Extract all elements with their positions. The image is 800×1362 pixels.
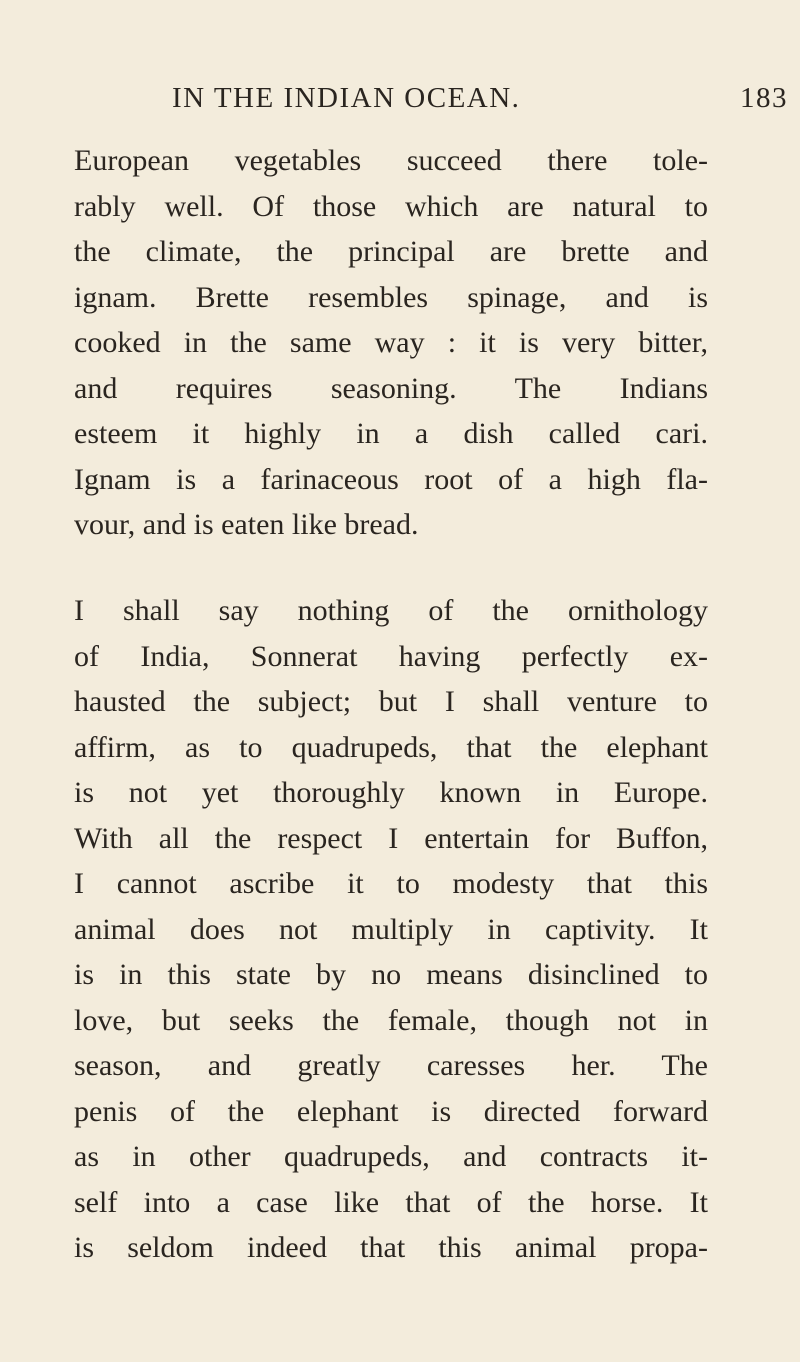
text-line: as in other quadrupeds, and contracts it-: [74, 1140, 708, 1173]
text-line: ignam. Brette resembles spinage, and is: [74, 280, 708, 314]
text-line: is seldom indeed that this animal propa-: [74, 1231, 708, 1264]
text-line: self into a case like that of the horse. It: [74, 1185, 708, 1219]
text-line: hausted the subject; but I shall venture to: [74, 685, 708, 718]
text-line: is in this state by no means disinclined to: [74, 958, 708, 991]
page-number: 183: [740, 82, 788, 114]
text-line: affirm, as to quadrupeds, that the elephant: [74, 730, 708, 764]
text-line: cooked in the same way : it is very bitter,: [74, 326, 708, 359]
text-line: European vegetables succeed there tole-: [74, 144, 708, 177]
text-line: animal does not multiply in captivity. It: [74, 912, 708, 946]
text-line: esteem it highly in a dish called cari.: [74, 417, 708, 450]
text-line: love, but seeks the female, though not in: [74, 1003, 708, 1037]
text-line: I cannot ascribe it to modesty that this: [74, 867, 708, 900]
text-line: I shall say nothing of the ornithology: [74, 594, 708, 627]
text-line: and requires seasoning. The Indians: [74, 371, 708, 405]
text-line: the climate, the principal are brette and: [74, 235, 708, 268]
paragraph-vegetables: [74, 138, 708, 548]
text-line: With all the respect I entertain for Buffon,: [74, 821, 708, 855]
text-line: vour, and is eaten like bread.: [74, 508, 419, 541]
text-line: Ignam is a farinaceous root of a high fla-: [74, 462, 708, 496]
text-line: season, and greatly caresses her. The: [74, 1049, 708, 1082]
text-line: of India, Sonnerat having perfectly ex-: [74, 639, 708, 673]
text-line: rably well. Of those which are natural to: [74, 189, 708, 223]
running-head: [172, 82, 792, 122]
text-line: is not yet thoroughly known in Europe.: [74, 776, 708, 809]
text-line: penis of the elephant is directed forward: [74, 1094, 708, 1128]
running-title: IN THE INDIAN OCEAN.: [172, 82, 521, 114]
paragraph-elephant: [74, 588, 708, 1271]
